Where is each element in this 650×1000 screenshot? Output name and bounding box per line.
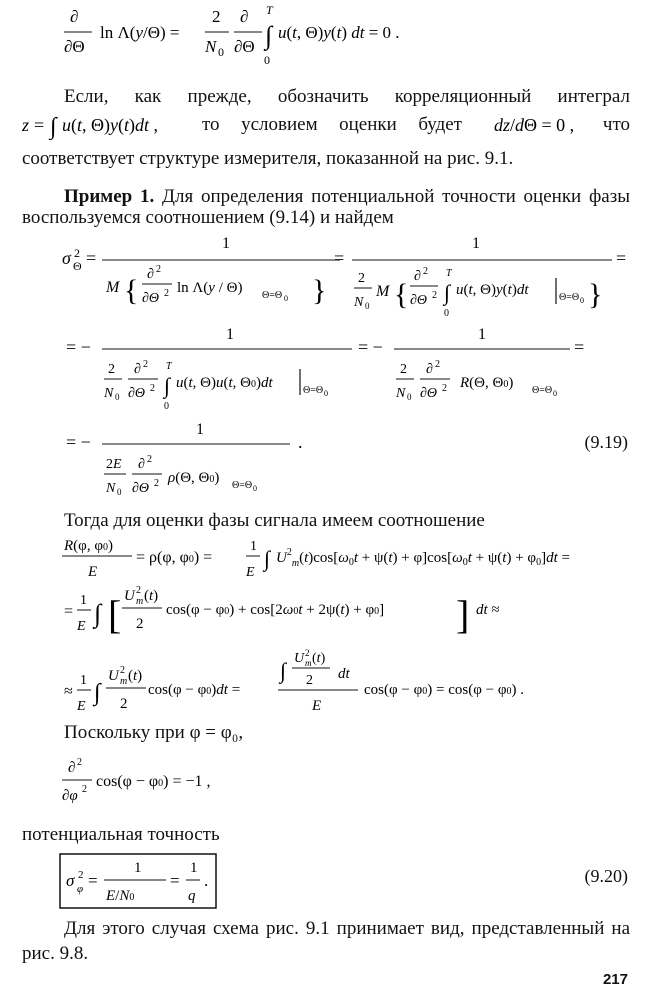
svg-text:0: 0 (284, 294, 288, 303)
svg-text:2: 2 (78, 869, 84, 881)
svg-text:1: 1 (226, 326, 234, 343)
svg-text:=: = (616, 248, 627, 268)
svg-text:E: E (88, 564, 98, 580)
svg-text:m: m (305, 658, 312, 668)
paragraph-if-line2 (22, 110, 630, 142)
svg-text:.: . (298, 432, 303, 452)
svg-text:2: 2 (432, 290, 437, 301)
example-1-title: Пример 1. (64, 186, 155, 207)
svg-text:0: 0 (444, 308, 449, 319)
svg-text:{: { (394, 278, 409, 311)
svg-text:∂Θ: ∂Θ (420, 386, 438, 401)
svg-text:0: 0 (407, 392, 412, 402)
svg-text:2: 2 (120, 665, 125, 676)
svg-text:∫: ∫ (444, 280, 451, 305)
svg-text:dt: dt (338, 666, 350, 682)
svg-text:U: U (108, 668, 119, 684)
svg-text:∂: ∂ (240, 7, 249, 26)
svg-text:]: ] (456, 592, 470, 637)
svg-text:σ: σ (62, 248, 71, 268)
svg-text:∫: ∫ (280, 658, 287, 683)
svg-text:2: 2 (77, 757, 82, 768)
equation-sigma-theta-line1 (22, 230, 642, 322)
svg-text:Θ=Θ: Θ=Θ (232, 480, 253, 491)
svg-text:ρ(Θ, Θ0): ρ(Θ, Θ0) (168, 470, 220, 486)
svg-text:=: = (64, 603, 74, 620)
svg-text:T: T (446, 268, 452, 279)
svg-text:}: } (312, 274, 327, 307)
svg-text:∂: ∂ (134, 362, 141, 377)
equation-phase-correlation-line3 (22, 648, 642, 718)
paragraph-potential-accuracy: потенциальная точность (22, 824, 220, 845)
svg-text:{: { (124, 274, 139, 307)
svg-text:2: 2 (136, 616, 144, 632)
svg-text:U: U (124, 588, 135, 604)
svg-text:1: 1 (472, 235, 480, 252)
svg-text:1: 1 (190, 860, 198, 876)
svg-text:q: q (188, 888, 196, 904)
svg-text:U: U (294, 651, 305, 666)
svg-text:1: 1 (134, 860, 142, 876)
svg-text:2: 2 (164, 288, 169, 299)
svg-text:= ρ(φ, φ0) =: = ρ(φ, φ0) = (136, 549, 213, 566)
svg-text:= −: = − (66, 337, 91, 357)
svg-text:1: 1 (80, 593, 87, 608)
svg-text:Θ: Θ (73, 259, 82, 273)
svg-text:0: 0 (117, 487, 122, 497)
svg-text:Θ=Θ: Θ=Θ (532, 385, 553, 396)
svg-text:2: 2 (212, 7, 221, 26)
equation-sigma-phi-boxed (22, 850, 222, 914)
svg-text:T: T (166, 361, 172, 372)
svg-text:0: 0 (365, 301, 370, 311)
svg-text:≈: ≈ (64, 683, 73, 700)
svg-text:∂Θ: ∂Θ (132, 481, 150, 496)
equation-second-derivative-cos (22, 750, 302, 810)
equation-phase-correlation-line1 (22, 532, 642, 582)
svg-text:∂: ∂ (68, 760, 76, 776)
svg-text:= −: = − (66, 432, 91, 452)
svg-text:dt ≈: dt ≈ (476, 602, 500, 618)
paragraph-final-line2: рис. 9.8. (22, 943, 89, 964)
svg-text:0: 0 (218, 45, 224, 59)
svg-text:u(t, Θ)y(t)dt ,: u(t, Θ)y(t)dt , (62, 115, 159, 135)
svg-text:u(t, Θ)y(t)dt: u(t, Θ)y(t)dt (456, 282, 529, 298)
svg-text:1: 1 (478, 326, 486, 343)
svg-text:∫: ∫ (94, 680, 101, 706)
svg-text:∂: ∂ (426, 362, 433, 377)
svg-text:(t): (t) (128, 668, 143, 684)
svg-text:U2m(t)cos[ω0t + ψ(t) + φ]cos[ω: $U^2_m(t)\cos[\omega_0t + \psi(t) + \varphi]\cos[\omega_0t + \psi(t) + \varphi_0]dt$ = (276, 547, 570, 569)
svg-text:2: 2 (423, 266, 428, 277)
svg-text:=: = (334, 248, 345, 268)
svg-text:2: 2 (82, 784, 87, 795)
svg-text:N: N (354, 295, 364, 310)
paragraph-if-line2-text: то условием оценки будет (202, 114, 462, 135)
svg-text:∂Θ: ∂Θ (142, 291, 160, 306)
svg-text:1: 1 (222, 235, 230, 252)
svg-text:∂: ∂ (70, 7, 79, 26)
svg-text:z: z (22, 115, 30, 135)
svg-text:m: m (120, 676, 128, 687)
svg-text:=: = (34, 115, 45, 135)
svg-text:E: E (246, 565, 255, 580)
svg-text:2: 2 (108, 362, 115, 377)
equation-sigma-theta-line3 (22, 420, 342, 500)
svg-text:u(t, Θ)y(t) dt = 0 .: u(t, Θ)y(t) dt = 0 . (278, 23, 400, 42)
svg-text:2: 2 (143, 359, 148, 370)
svg-text:1: 1 (196, 421, 204, 438)
svg-text:R(φ, φ0): R(φ, φ0) (64, 538, 113, 554)
svg-text:2: 2 (358, 271, 365, 286)
svg-text:∂Θ: ∂Θ (128, 386, 146, 401)
svg-text:T: T (266, 3, 273, 17)
paragraph-if-line3: соответствует структуре измерителя, показанной на рис. 9.1. (22, 148, 514, 169)
svg-text:2E: 2E (106, 457, 122, 472)
svg-text:=: = (88, 871, 98, 890)
svg-text:N: N (205, 37, 217, 56)
svg-text:.: . (204, 871, 209, 890)
svg-text:}: } (588, 278, 603, 311)
svg-text:E: E (312, 698, 322, 714)
svg-text:=: = (170, 871, 180, 890)
svg-text:ln Λ(y / Θ): ln Λ(y / Θ) (177, 280, 243, 296)
svg-text:2: 2 (400, 362, 407, 377)
svg-text:∂φ: ∂φ (62, 788, 78, 804)
svg-text:R(Θ, Θ0): R(Θ, Θ0) (460, 375, 514, 391)
svg-text:0: 0 (553, 389, 557, 398)
svg-text:∂Θ: ∂Θ (234, 37, 255, 56)
svg-text:M: M (376, 283, 390, 300)
page-number: 217 (602, 971, 628, 988)
svg-text:2: 2 (136, 585, 141, 596)
svg-text:u(t, Θ)u(t, Θ0)dt: u(t, Θ)u(t, Θ0)dt (176, 375, 273, 391)
svg-text:∂: ∂ (147, 267, 154, 282)
paragraph-if-line2-end: что (602, 114, 630, 135)
svg-text:dz/dΘ = 0 ,: dz/dΘ = 0 , (494, 115, 575, 135)
svg-text:2: 2 (156, 264, 161, 275)
paragraph-then: Тогда для оценки фазы сигнала имеем соотношение (64, 510, 485, 531)
example-1-line2: воспользуемся соотношением (9.14) и найдем (22, 207, 394, 228)
svg-text:0: 0 (253, 484, 257, 493)
svg-text:∂: ∂ (138, 457, 145, 472)
svg-text:N: N (104, 386, 114, 401)
svg-text:Θ=Θ: Θ=Θ (559, 292, 580, 303)
svg-text:∫: ∫ (94, 599, 102, 628)
svg-text:(t): (t) (144, 588, 159, 604)
paragraph-final-line1: Для этого случая схема рис. 9.1 принимает вид, представленный на (64, 918, 630, 939)
svg-text:m: m (136, 596, 144, 607)
svg-text:N: N (106, 481, 116, 496)
svg-text:2: 2 (120, 696, 128, 712)
svg-text:2: 2 (150, 383, 155, 394)
example-1-text: Для определения потенциальной точности оценки фазы (162, 186, 630, 207)
estimation-condition-formula (492, 110, 602, 140)
svg-text:2: 2 (74, 246, 80, 260)
svg-text:cos(φ − φ0) + cos[2ω0t + 2ψ(t): cos(φ − φ0) + cos[2ω0t + 2ψ(t) + φ0] (166, 602, 385, 618)
svg-text:2: 2 (154, 478, 159, 489)
svg-text:2: 2 (305, 648, 310, 658)
svg-text:E: E (77, 699, 86, 714)
svg-text:=: = (86, 248, 97, 268)
equation-number-9-20: (9.20) (584, 866, 628, 886)
svg-text:0: 0 (264, 53, 270, 67)
svg-text:Θ=Θ: Θ=Θ (262, 290, 283, 301)
svg-text:∂: ∂ (414, 269, 421, 284)
svg-text:0: 0 (324, 389, 328, 398)
correlation-integral-formula (22, 110, 172, 140)
svg-text:2: 2 (306, 673, 313, 688)
equation-phase-correlation-line2 (22, 580, 642, 650)
svg-text:2: 2 (435, 359, 440, 370)
svg-text:∫: ∫ (265, 21, 273, 50)
svg-text:M: M (106, 279, 120, 296)
svg-text:2: 2 (147, 454, 152, 465)
svg-text:=: = (574, 337, 585, 357)
svg-text:(t): (t) (312, 651, 326, 666)
svg-text:σ: σ (66, 871, 75, 890)
svg-text:0: 0 (115, 392, 120, 402)
svg-text:φ: φ (77, 883, 84, 895)
paragraph-if-line1: Если, как прежде, обозначить корреляционный интеграл (64, 86, 630, 107)
svg-text:ln Λ(y/Θ) =: ln Λ(y/Θ) = (100, 23, 180, 42)
equation-derivative-likelihood (22, 0, 462, 72)
svg-text:∂Θ: ∂Θ (64, 37, 85, 56)
svg-text:E: E (77, 619, 86, 634)
equation-sigma-theta-line2 (22, 325, 642, 417)
svg-text:Θ=Θ: Θ=Θ (303, 385, 324, 396)
paragraph-since: Поскольку при φ = φ₀, (64, 722, 244, 743)
svg-text:cos(φ − φ0) = −1 ,: cos(φ − φ0) = −1 , (96, 773, 211, 790)
svg-text:∫: ∫ (264, 546, 271, 571)
svg-text:1: 1 (80, 673, 87, 688)
svg-text:E/N0: E/N0 (106, 888, 135, 904)
svg-text:cos(φ − φ0) = cos(φ − φ0) .: cos(φ − φ0) = cos(φ − φ0) . (364, 682, 524, 698)
svg-text:1: 1 (250, 539, 257, 554)
svg-text:0: 0 (164, 401, 169, 412)
svg-text:∫: ∫ (50, 114, 57, 140)
svg-text:∂Θ: ∂Θ (410, 293, 428, 308)
svg-text:∫: ∫ (164, 373, 171, 398)
svg-text:= −: = − (358, 337, 383, 357)
svg-text:0: 0 (580, 296, 584, 305)
svg-text:[: [ (108, 592, 122, 637)
svg-text:2: 2 (442, 383, 447, 394)
equation-number-9-19: (9.19) (584, 432, 628, 452)
svg-text:N: N (396, 386, 406, 401)
svg-text:cos(φ − φ0)dt =: cos(φ − φ0)dt = (148, 682, 241, 698)
